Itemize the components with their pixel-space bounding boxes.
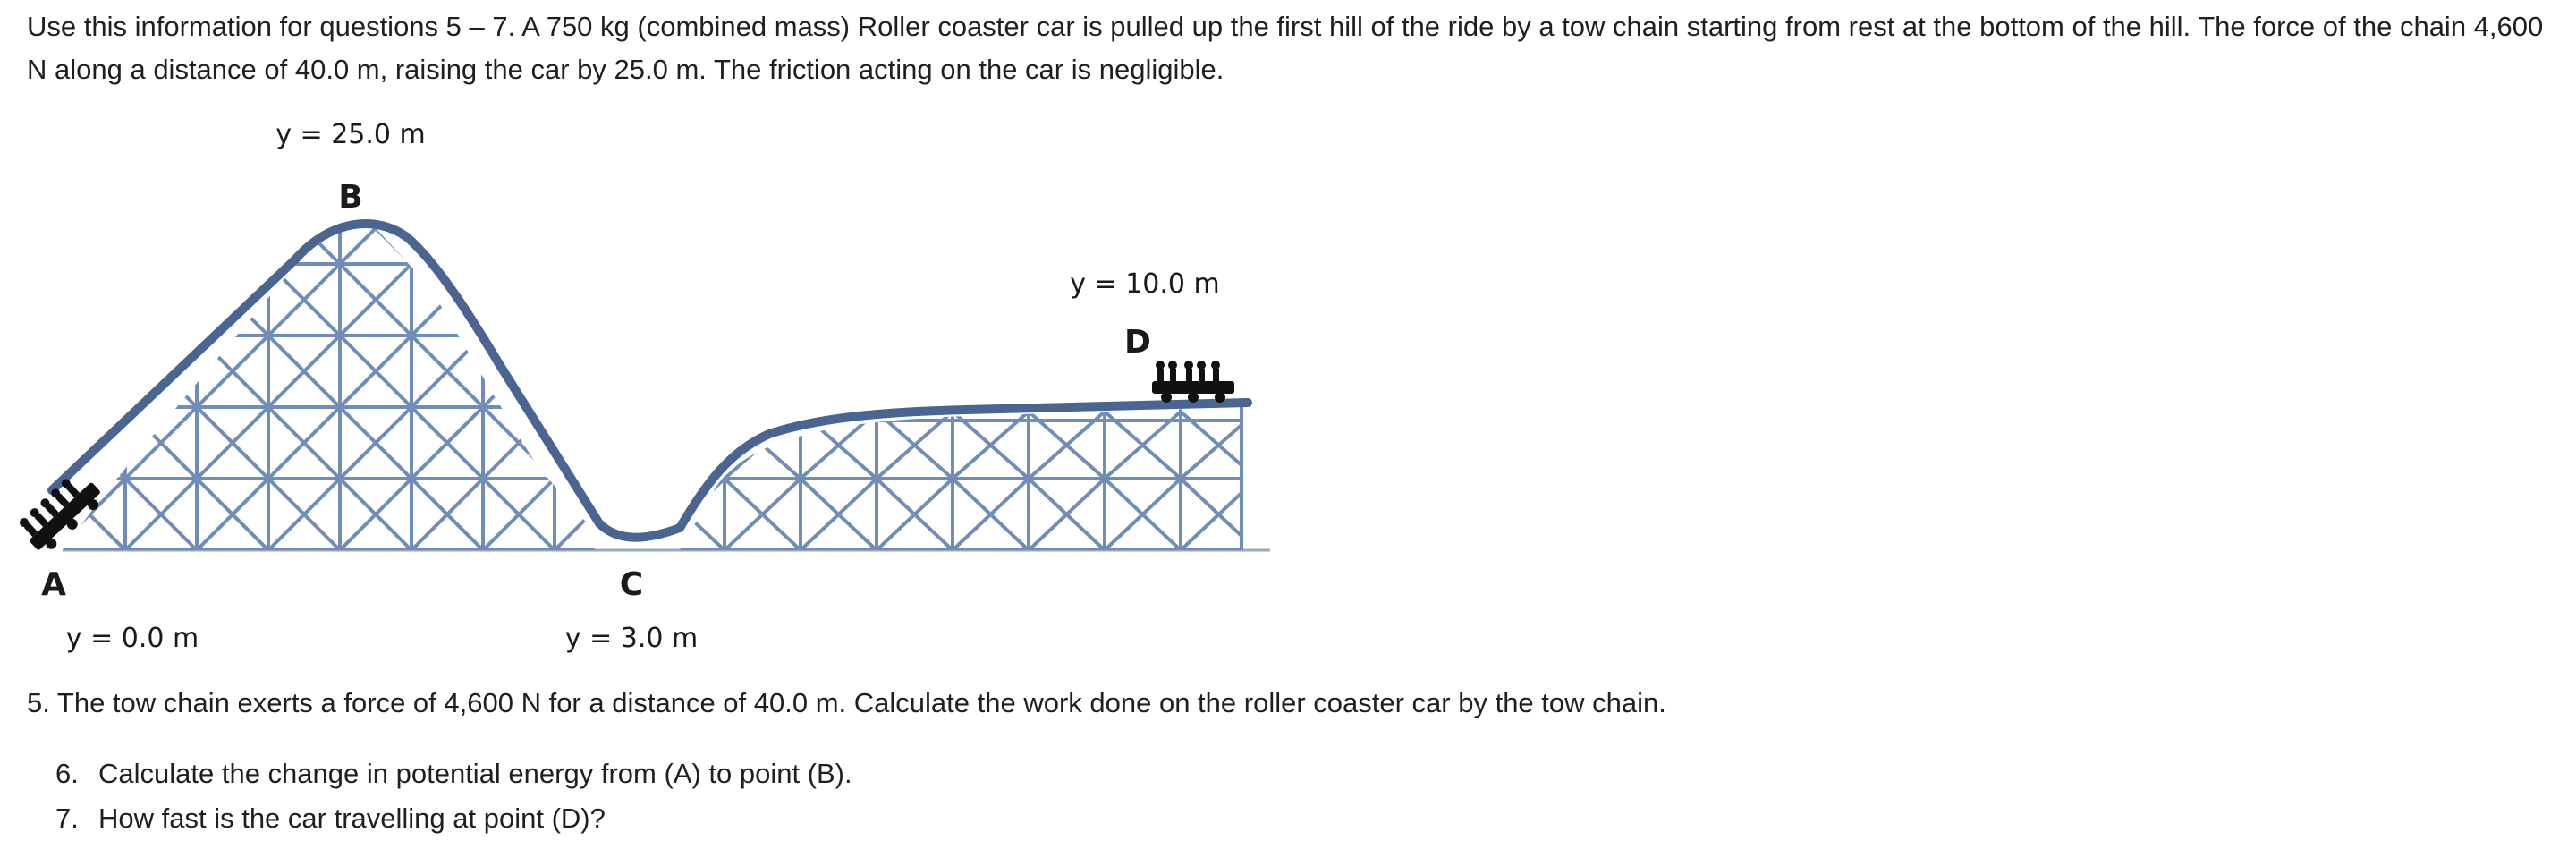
point-d-height: y = 10.0 m	[1070, 268, 1220, 300]
truss-section-d	[648, 407, 1257, 550]
point-d-label: D	[1124, 324, 1151, 361]
question-item	[55, 752, 852, 796]
point-b-height: y = 25.0 m	[275, 119, 426, 150]
point-c-height: y = 3.0 m	[564, 623, 699, 654]
truss-hill-b	[54, 192, 626, 550]
question-number: 6.	[55, 758, 79, 789]
car-at-d	[1152, 361, 1234, 403]
question-5: 5. The tow chain exerts a force of 4,600 N for a distance of 40.0 m. Calculate the work done on the roller coaster car by the tow chain.	[27, 687, 1666, 718]
question-number: 7.	[55, 803, 79, 834]
question-list	[55, 752, 852, 841]
point-a-label: A	[41, 566, 66, 603]
intro-paragraph: Use this information for questions 5 – 7. A 750 kg (combined mass) Roller coaster car is pulled up the first hill of the ride by a tow chain starting from rest at the bottom of the hill. The force of the chain 4,600 N along a distance of 40.0 m, raising the car by 25.0 m. The friction acting on the car is negligible.	[27, 11, 2544, 85]
point-a-height: y = 0.0 m	[65, 623, 199, 654]
point-c-label: C	[619, 566, 644, 603]
point-b-label: B	[338, 179, 363, 216]
question-text: How fast is the car travelling at point (D)?	[98, 803, 606, 834]
coaster-track	[52, 224, 1248, 538]
question-item	[55, 796, 852, 841]
roller-coaster-diagram	[0, 89, 1297, 662]
question-text: Calculate the change in potential energy from (A) to point (B).	[98, 758, 852, 789]
